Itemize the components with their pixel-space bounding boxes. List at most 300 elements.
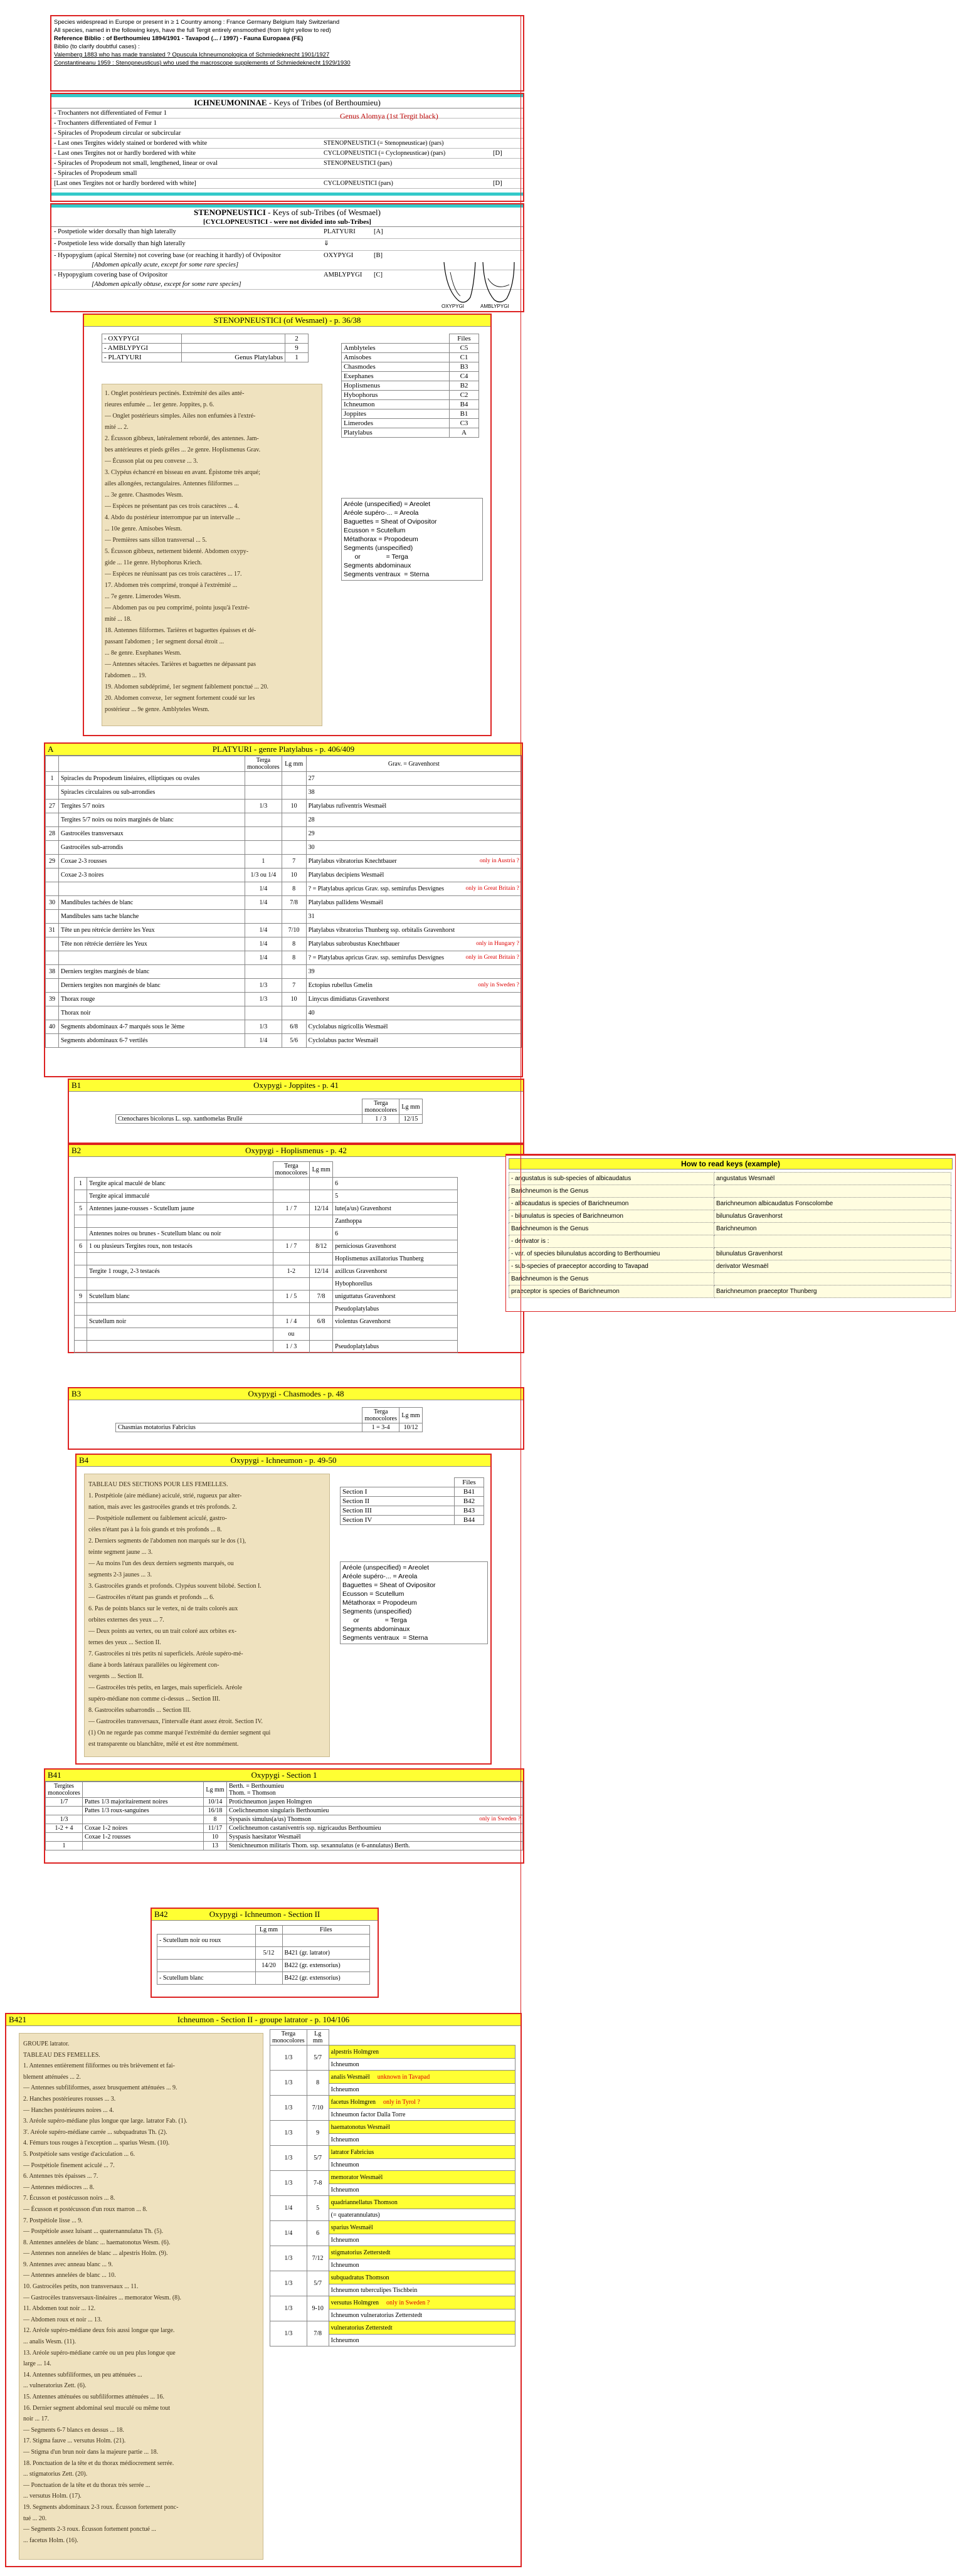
table-cell: 7/12 [307,2246,329,2271]
scan-line: 4. Fémurs tous rouges à l'exception ... sparius Wesm. (10). [23,2140,170,2147]
species-name: Ectopius rubellus Gmelin [308,982,373,989]
scan-line: — Segments 2-3 roux. Écusson fortement ponctué ... [23,2526,156,2533]
table-cell: B41 [455,1487,484,1497]
table-row[interactable] [341,1497,484,1506]
species-name: Platylabus rufiventris Wesmaël [308,803,387,810]
table-cell: Pseudoplatylabus [333,1303,458,1316]
table-row [46,1006,522,1020]
table-cell [306,786,521,800]
table-cell: 6/8 [282,1020,306,1034]
species-name: 29 [308,830,315,837]
table-cell: B1 [450,409,479,419]
table-cell [329,2045,515,2059]
table-cell: 1/3 [270,2146,307,2171]
table-cell [46,868,59,882]
header-line-6: Constantineanu 1959 : Stenopneusticus) who used the macroscope supplements of Schmiedeknecht 1929/1930 [54,60,351,66]
table-row[interactable] [342,372,479,381]
key-left: - Spiracles of Propodeum small [54,170,137,177]
distribution-note: only in Sweden ? [386,2299,430,2306]
key-tag: [D] [493,180,502,187]
b41-head-lg: Lg mm [204,1782,227,1798]
table-cell [282,827,306,841]
b1-frame [68,1079,524,1144]
stenop-wesmael-scan [102,384,322,726]
genus-label: Genus Platylabus [235,354,283,361]
table-cell [46,841,59,855]
table-cell: 1/4 [270,2221,307,2246]
table-cell: Scutellum noir [87,1316,273,1328]
table-cell [310,1190,333,1203]
table-cell: Barichneumon praeceptor Thunberg [714,1285,951,1298]
fig-label-amblypygi: AMBLYPYGI [480,304,509,309]
table-cell: B3 [450,362,479,372]
table-cell: B422 (gr. extensorius) [282,1972,370,1985]
table-cell: Spiracles circulaires ou sub-arrondies [59,786,245,800]
scan-line: 17. Stigma fauve ... versutus Holm. (21). [23,2437,126,2445]
key-right: AMBLYPYGI [324,272,362,278]
table-cell [273,1228,310,1240]
glossary-line: Ecusson = Scutellum [344,527,406,534]
scan-line: 7. Postpétiole lisse ... 9. [23,2217,83,2224]
key-tag: [D] [493,150,502,157]
table-cell [329,2196,515,2209]
table-cell: - derivator is : [509,1235,714,1248]
table-row [509,1185,951,1198]
table-row[interactable] [341,1506,484,1516]
table-cell [83,1842,204,1850]
scan-line: ... 3e genre. Chasmodes Wesm. [105,492,183,499]
species-name: 28 [308,816,315,823]
table-row [75,1240,458,1253]
table-cell: 12/14 [310,1203,333,1215]
scan-line: — Antennes sétacées. Tarières et baguettes ne dépassant pas [105,661,256,668]
table-cell: 1/3 [270,2171,307,2196]
species-name: latrator Fabricius [330,2148,374,2156]
species-name: Platylabus subrobustus Knechtbauer [308,941,400,948]
table-cell [87,1303,273,1316]
table-row [46,1833,523,1842]
scan-line: 1. Antennes entièrement filiformes ou très brièvement et fai- [23,2062,175,2070]
distribution-note: only in Great Britain ? [465,885,519,892]
key-row [51,129,523,139]
species-name: ? = Platylabus apricus Grav. ssp. semirufus Desvignes [308,954,444,961]
table-cell [75,1253,87,1265]
table-row[interactable] [342,428,479,438]
table-cell [182,344,285,353]
table-cell: violentus Gravenhorst [333,1316,458,1328]
scan-line: — Deux points au vertex, ou un trait coloré aux orbites ex- [88,1628,237,1635]
table-row [75,1265,458,1278]
table-row[interactable] [342,400,479,409]
table-row [46,910,522,924]
table-cell: 1/3 [270,2321,307,2346]
b41-table [45,1782,523,1850]
scan-line: ... stigmatorius Zett. (20). [23,2471,88,2478]
table-cell: Segments abdominaux 6-7 vertilés [59,1034,245,1048]
table-cell: angustatus Wesmaël [714,1173,951,1185]
stenop-keys-frame [50,203,524,312]
table-cell: Ichneumon [329,2259,515,2271]
b42-table [157,1925,370,1985]
table-cell: ou [273,1328,310,1341]
table-cell [273,1190,310,1203]
scan-line: — Antennes non annelées de blanc ... alpestris Holm. (9). [23,2250,168,2257]
table-cell: C4 [450,372,479,381]
table-cell: 30 [46,896,59,910]
howto-title: How to read keys (example) [509,1158,953,1169]
species-name: Coelichneumon singularis Berthoumieu [229,1807,329,1814]
table-cell: 8 [282,951,306,965]
scan-line: 1. Postpétiole (aire médiane) aciculé, strié, rugueux par alter- [88,1492,242,1499]
table-row [270,2196,515,2209]
table-cell: 1 / 3 [273,1341,310,1353]
b3-species: Chasmias motatorius Fabricius [116,1423,362,1432]
header-line-3: Reference Biblio : of Berthoumieu 1894/1901 - Tavapod (... / 1997) - Fauna Europaea (FE) [54,35,304,42]
table-cell [46,951,59,965]
table-cell: Limerodes [342,419,450,428]
species-name: Platylabus decipiens Wesmaël [308,872,384,879]
scan-line: — Gastrocèles transversaux-linéaires ... memorator Wesm. (8). [23,2294,181,2301]
table-cell: 6 [75,1240,87,1253]
table-cell [157,1960,256,1972]
stenop-wesmael-glossary [341,498,483,581]
table-cell: 1 / 7 [273,1240,310,1253]
scan-line: 3. Aréole supéro-médiane plus longue que large. latrator Fab. (1). [23,2118,188,2125]
species-name: sparius Wesmaël [330,2224,373,2231]
table-cell [83,1815,204,1824]
table-cell: 40 [46,1020,59,1034]
table-row [270,2271,515,2284]
table-row [75,1215,458,1228]
species-name: Coelichneumon castaniventris ssp. nigricaudus Berthoumieu [229,1825,381,1832]
ichneumoninae-subtitle: - Keys of Tribes (of Berthoumieu) [268,98,381,107]
table-cell [329,2271,515,2284]
table-cell: - albicaudatus is species of Barichneumon [509,1198,714,1210]
b4-sections [340,1477,484,1525]
table-cell [310,1341,333,1353]
table-cell: - Scutellum blanc [157,1972,256,1985]
key-right: PLATYURI [324,228,356,235]
table-row[interactable] [341,1487,484,1497]
scan-line: ... facetus Holm. (16). [23,2536,78,2544]
table-cell: Hybophorus [342,391,450,400]
header-line-1: Species widespread in Europe or present in ≥ 1 Country among : France Germany Belgium Italy Switzerland [54,19,340,26]
table-cell: 1/3 [245,1020,282,1034]
table-cell: - Scutellum noir ou roux [157,1935,256,1947]
table-cell [329,2071,515,2084]
table-cell: 1/3 [270,2096,307,2121]
scan-line: segments 2-3 jaunes ... 3. [88,1571,152,1578]
scan-line: ... versutus Holm. (17). [23,2493,82,2500]
key-left [51,239,324,250]
table-cell: Pattes 1/3 roux-sanguines [83,1807,204,1815]
table-cell: Ichneumon [329,2134,515,2146]
species-name: Syspasis simulus(a/us) Thomson [229,1816,311,1823]
table-cell: 1 [46,1842,83,1850]
b42-frame [151,1908,379,1998]
table-row [46,1798,523,1807]
table-cell: 8 [307,2071,329,2096]
table-row [102,353,309,362]
table-row[interactable] [342,362,479,372]
table-cell: B4 [450,400,479,409]
table-cell [306,800,521,813]
table-row [75,1328,458,1341]
key-tag [493,139,512,148]
table-cell: 12/14 [310,1265,333,1278]
distribution-note: only in Sweden ? [479,1816,521,1822]
scan-line: bes antérieures et pieds grêles ... 2e genre. Hoplismenus Grav. [105,446,261,453]
table-cell: 7 [282,979,306,993]
table-cell: 1 [75,1178,87,1190]
table-row[interactable] [341,1516,484,1525]
table-cell [87,1253,273,1265]
table-cell [310,1253,333,1265]
species-name: 40 [308,1010,315,1016]
key-tag [493,159,512,168]
table-cell: 1/3 [270,2121,307,2146]
key-row [51,179,523,189]
table-cell: 1/3 [270,2271,307,2296]
table-cell [273,1215,310,1228]
table-row[interactable] [342,381,479,391]
table-cell [329,2321,515,2335]
scan-line: 20. Abdomen convexe, 1er segment fortement coudé sur les [105,695,255,702]
scan-line: GROUPE latrator. [23,2040,70,2047]
table-cell: 7-8 [307,2171,329,2196]
table-row[interactable] [342,344,479,353]
scan-line: — Postpétiole assez luisant ... quaternannulatus Th. (5). [23,2228,164,2236]
table-cell [306,951,521,965]
species-name: analis Wesmaël [330,2073,370,2081]
table-row [46,882,522,896]
table-cell: 29 [46,855,59,868]
table-row[interactable] [342,353,479,362]
table-row[interactable] [342,391,479,400]
table-cell: 9 [75,1291,87,1303]
table-cell: Files [450,334,479,344]
table-cell: Ichneumon [329,2059,515,2071]
scan-line: 17. Abdomen très comprimé, tronqué à l'extrémité ... [105,582,238,589]
species-name: memorator Wesmaël [330,2173,383,2181]
table-cell: A [450,428,479,438]
key-right: STENOPNEUSTICI (pars) [324,160,393,167]
b4-letter: B4 [79,1455,89,1465]
table-cell: 1 [245,855,282,868]
scan-line: gide ... 11e genre. Hybophorus Kriech. [105,559,203,566]
table-cell: 8 [204,1815,227,1824]
table-cell [329,2296,515,2309]
table-cell: B43 [455,1506,484,1516]
table-row[interactable] [342,409,479,419]
table-cell: Derniers tergites marginés de blanc [59,965,245,979]
scan-line: — Antennes médiocres ... 8. [23,2183,95,2191]
table-row [46,979,522,993]
table-cell [59,882,245,896]
glossary-line: or = Terga [344,553,408,561]
table-cell: 1/3 [270,2296,307,2321]
table-cell: 5/12 [255,1947,282,1960]
distribution-note: unknown in Tavapad [377,2073,430,2081]
b421-letter: B421 [9,2015,27,2024]
glossary-line: or = Terga [342,1617,407,1624]
hypopygium-figure [440,260,518,309]
table-row [102,334,309,344]
scan-line: 3. Clypéus échancré en bisseau en avant. Épistome très arqué; [105,469,260,476]
scan-line: — Gastrocèles très petits, en larges, mais superficiels. Aréole [88,1684,243,1691]
table-row [75,1190,458,1203]
table-cell: B44 [455,1516,484,1525]
table-cell: Barichneumon is the Genus [509,1273,714,1285]
b1-species: Ctenochares bicolorus L. ssp. xanthomelas Brullé [116,1115,362,1124]
table-row [157,1960,370,1972]
table-cell: 1/3 [270,2045,307,2071]
table-cell [227,1815,523,1824]
table-cell [273,1303,310,1316]
table-cell: Platylabus [342,428,450,438]
key-right: STENOPNEUSTICI (= Stenopneusticae) (pars) [324,140,444,147]
table-row [75,1341,458,1353]
table-cell: 1/4 [245,1034,282,1048]
fig-label-oxypygi: OXYPYGI [441,304,465,309]
table-cell: Chasmodes [342,362,450,372]
table-cell: 1/4 [245,924,282,937]
table-cell [227,1824,523,1833]
table-cell: 2 [285,334,309,344]
table-cell [306,937,521,951]
table-row[interactable] [342,419,479,428]
distribution-note: only in Tyrol ? [383,2098,420,2106]
table-cell: - PLATYURI [102,353,182,362]
table-row [46,868,522,882]
table-cell: lute(a/us) Gravenhorst [333,1203,458,1215]
table-cell: uniguttatus Gravenhorst [333,1291,458,1303]
species-name: Cyclolabus nigricollis Wesmaël [308,1023,388,1030]
table-row [116,1423,423,1432]
table-cell: Coxae 1-2 noires [83,1824,204,1833]
scan-line: ... 8e genre. Exephanes Wesm. [105,650,182,657]
scan-line: 6. Pas de points blancs sur le vertex, ni de traits colorés aux [88,1605,238,1612]
b4-scan [84,1474,330,1757]
table-row [270,2096,515,2109]
table-cell: 31 [46,924,59,937]
scan-line: — Postpétiole nullement ou faiblement aciculé, gastro- [88,1515,227,1522]
scan-line: — Antennes annelées de blanc ... 10. [23,2272,116,2279]
table-row [46,827,522,841]
table-cell: - angustatus is sub-species of albicaudatus [509,1173,714,1185]
b4-glossary [340,1561,488,1644]
table-row [509,1198,951,1210]
scan-line: diane à bords latéraux parallèles ou légèrement con- [88,1662,219,1669]
platyuri-head-lg: Lg mm [282,756,306,772]
table-cell [59,951,245,965]
table-cell: Tergite apical immaculé [87,1190,273,1203]
b2-table [74,1161,458,1353]
species-name: subquadratus Thomson [330,2274,389,2281]
key-right: CYCLOPNEUSTICI (= Cyclopneusticae) (pars) [324,150,446,157]
b41-frame [44,1768,524,1864]
table-cell: 1/3 ou 1/4 [245,868,282,882]
table-cell: Barichneumon is the Genus [509,1185,714,1198]
table-cell [282,772,306,786]
scan-line: 6. Antennes très épaisses ... 7. [23,2173,98,2180]
glossary-line: Segments ventraux = Sterna [344,571,430,578]
scan-line: TABLEAU DES FEMELLES. [23,2051,100,2059]
scan-line: — Au moins l'un des deux derniers segments marqués, ou [88,1560,234,1567]
b1-title: Oxypygi - Joppites - p. 41 [253,1080,339,1090]
table-cell [46,1833,83,1842]
key-tag [493,169,512,178]
scan-line: mité ... 18. [105,616,132,623]
table-row [75,1228,458,1240]
table-cell: Barichneumon albicaudatus Fonscolombe [714,1198,951,1210]
scan-line: 4. Abdo du postérieur interrompue par un intervalle ... [105,514,241,521]
table-cell: 16/18 [204,1807,227,1815]
table-cell: 7/10 [307,2096,329,2121]
table-cell: 6 [333,1228,458,1240]
table-row [116,1115,423,1124]
table-cell: Hybophorellus [333,1278,458,1291]
stenop-keys-subtitle-2: [CYCLOPNEUSTICI - were not divided into sub-Tribes] [203,218,371,226]
species-name: Platylabus pallidens Wesmaël [308,899,383,906]
key-row [51,227,523,239]
table-cell: Gastrocèles sub-arrondis [59,841,245,855]
table-row [46,1815,523,1824]
table-row [270,2171,515,2184]
table-cell [273,1178,310,1190]
ichneumoninae-frame [50,93,524,202]
table-row [46,855,522,868]
table-cell: 1 / 5 [273,1291,310,1303]
platyuri-letter: A [48,744,54,754]
table-cell [245,965,282,979]
key-right [324,129,493,138]
table-row [509,1260,951,1273]
table-cell [306,896,521,910]
scan-line: 11. Abdomen tout noir ... 12. [23,2305,96,2313]
table-cell: Tergites 5/7 noirs [59,800,245,813]
key-row [51,139,523,149]
b421-frame [5,2013,522,2567]
table-cell [273,1253,310,1265]
table-row [341,1478,484,1487]
table-cell [245,813,282,827]
scan-line: 16. Dernier segment abdominal seul muculé ou même tout [23,2404,171,2412]
table-cell: Amisobes [342,353,450,362]
table-cell: 5/7 [307,2271,329,2296]
table-cell [255,1972,282,1985]
table-cell [245,827,282,841]
table-cell: 9-10 [307,2296,329,2321]
scan-line: teinte segment jaune ... 3. [88,1549,153,1556]
table-row [75,1253,458,1265]
table-cell [329,2221,515,2234]
table-cell [714,1185,951,1198]
table-cell [282,910,306,924]
table-cell: 6 [307,2221,329,2246]
scan-line: — Espèces ne réunissant pas ces trois caractères ... 17. [105,571,242,578]
table-cell: 9 [285,344,309,353]
glossary-line: Métathorax = Propodeum [342,1599,417,1607]
table-cell [310,1228,333,1240]
b1-terga: 1 / 3 [362,1115,399,1124]
table-cell: Coxae 2-3 rousses [59,855,245,868]
species-name: 30 [308,844,315,851]
table-cell: Ichneumon tuberculipes Tischbein [329,2284,515,2296]
scan-line: — Premières sans sillon transversal ... 5. [105,537,207,544]
guide-line [5,2013,6,2565]
table-cell [306,827,521,841]
